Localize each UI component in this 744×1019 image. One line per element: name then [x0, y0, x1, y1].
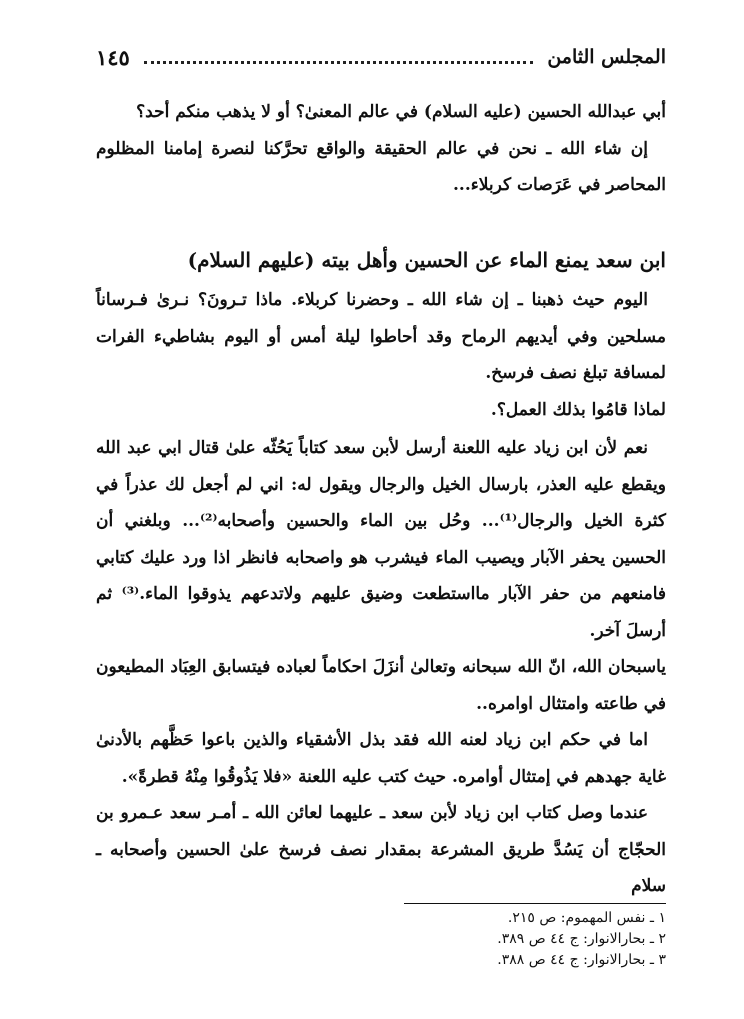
footnote-divider — [404, 903, 666, 904]
paragraph: نعم لأن ابن زياد عليه اللعنة أرسل لأبن سعد كتاباً يَحُثّه علىٰ قتال ابي عبد الله ويقطع عليه العذر، بارسال الخيل والرجال ويقول له: اني لم أجعل لك عذراً في كثرة الخيل والرجال⁽¹⁾... وحُل بين الماء والحسين وأصحابه⁽²⁾... وبلغني أن الحسين يحفر الآبار ويصيب الماء فيشرب هو واصحابه فانظر اذا ورد عليك كتابي فامنعهم من حفر الآبار مااستطعت وضيق عليهم ولاتدعهم يذوقوا الماء.⁽³⁾ ثم أرسلَ آخر. — [96, 438, 666, 641]
paragraph: ياسبحان الله، انّ الله سبحانه وتعالىٰ أنزَلَ احكاماً لعباده فيتسابق العِبَاد المطيعون في طاعته وامتثال اوامره.. — [96, 657, 666, 714]
paragraph: اليوم حيث ذهبنا ـ إن شاء الله ـ وحضرنا كربلاء. ماذا تـرونَ؟ نـرىٰ فـرساناً مسلحين وفي أيديهم الرماح وقد أحاطوا ليلة أمس أو اليوم بشاطيء الفرات لمسافة تبلغ نصف فرسخ. — [96, 290, 666, 383]
page-body — [96, 94, 666, 905]
section-heading: ابن سعد يمنع الماء عن الحسين وأهل بيته (عليهم السلام) — [187, 247, 666, 272]
footnote-item: ١ ـ نفس المهموم: ص ٢١٥. — [507, 910, 666, 926]
footnote-item: ٢ ـ بحارالانوار: ج ٤٤ ص ٣٨٩. — [497, 931, 666, 947]
dotted-leader — [144, 61, 533, 64]
footnotes — [266, 908, 666, 971]
page-number: ١٤٥ — [96, 44, 130, 70]
paragraph: لماذا قامُوا بذلك العمل؟. — [490, 399, 666, 420]
paragraph: أبي عبدالله الحسين (عليه السلام) في عالم المعنىٰ؟ أو لا يذهب منكم أحد؟ — [136, 102, 666, 122]
paragraph: إن شاء الله ـ نحن في عالم الحقيقة والواقع تحرَّكنا لنصرة إمامنا المظلوم المحاصر في عَرَصات كربلاء... — [96, 138, 666, 195]
running-title: المجلس الثامن — [547, 46, 666, 68]
paragraph: عندما وصل كتاب ابن زياد لأبن سعد ـ عليهما لعائن الله ـ أمـر سعد عـمرو بن الحجّاج أن يَسُدَّ طريق المشرعة بمقدار نصف فرسخ علىٰ الحسين وأصحابه ـ سلام — [96, 803, 666, 896]
page-header — [96, 40, 666, 74]
paragraph: اما في حكم ابن زياد لعنه الله فقد بذل الأشقياء والذين باعوا حَظَّهم بالأدنىٰ غاية جهدهم في إمتثال أوامره. حيث كتب عليه اللعنة «فلا يَذُوقُوا مِنْهُ قطرةً». — [96, 730, 666, 787]
footnote-item: ٣ ـ بحارالانوار: ج ٤٤ ص ٣٨٨. — [497, 952, 666, 968]
